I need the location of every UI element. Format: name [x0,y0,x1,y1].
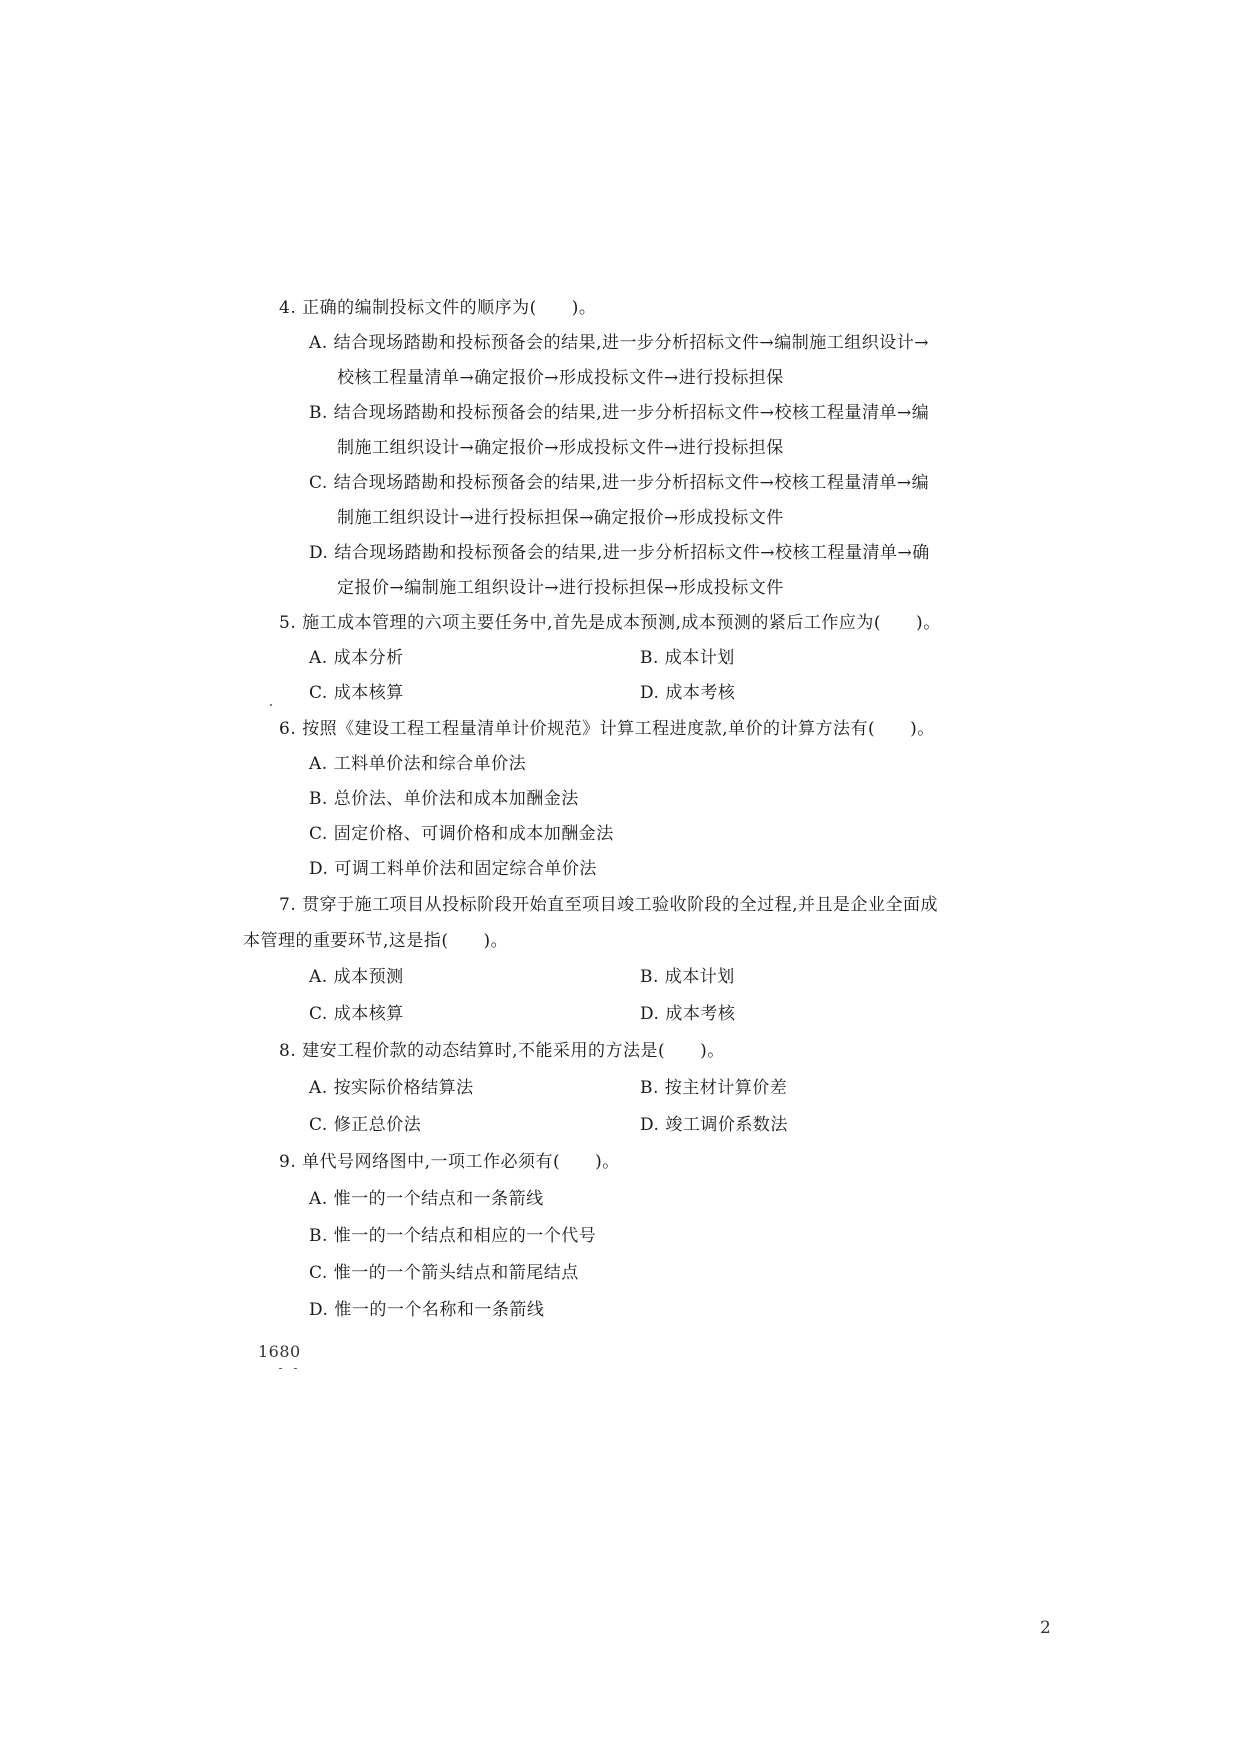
question-4-option-d-line1: D. 结合现场踏勘和投标预备会的结果,进一步分析招标文件→校核工程量清单→确 [309,543,930,563]
question-4-option-d-line2: 定报价→编制施工组织设计→进行投标担保→形成投标文件 [337,578,784,598]
question-4-option-a-line1: A. 结合现场踏勘和投标预备会的结果,进一步分析招标文件→编制施工组织设计→ [309,333,929,353]
question-8-option-a: A. 按实际价格结算法 [309,1078,474,1098]
question-4-option-b-line1: B. 结合现场踏勘和投标预备会的结果,进一步分析招标文件→校核工程量清单→编 [309,403,930,423]
question-9-option-c: C. 惟一的一个箭头结点和箭尾结点 [309,1263,579,1283]
question-4-option-c-line2: 制施工组织设计→进行投标担保→确定报价→形成投标文件 [337,508,784,528]
question-7-option-b: B. 成本计划 [640,967,735,987]
page-number: 2 [1040,1618,1051,1638]
question-4-stem: 4. 正确的编制投标文件的顺序为( )。 [279,298,597,318]
question-6-stem: 6. 按照《建设工程工程量清单计价规范》计算工程进度款,单价的计算方法有( )。 [279,719,935,739]
scan-speck [279,1368,282,1369]
question-7-stem-line2: 本管理的重要环节,这是指( )。 [243,931,509,951]
scan-speck [270,704,272,706]
scan-speck [294,1368,297,1369]
footer-code: 1680 [258,1342,301,1361]
question-9-stem: 9. 单代号网络图中,一项工作必须有( )。 [279,1152,620,1172]
question-7-option-a: A. 成本预测 [309,967,404,987]
question-4-option-b-line2: 制施工组织设计→确定报价→形成投标文件→进行投标担保 [337,438,784,458]
question-9-option-d: D. 惟一的一个名称和一条箭线 [309,1300,545,1320]
question-8-stem: 8. 建安工程价款的动态结算时,不能采用的方法是( )。 [279,1041,725,1061]
question-9-option-a: A. 惟一的一个结点和一条箭线 [309,1189,544,1209]
question-5-option-a: A. 成本分析 [309,648,404,668]
question-6-option-b: B. 总价法、单价法和成本加酬金法 [309,789,579,809]
question-7-option-d: D. 成本考核 [640,1004,736,1024]
question-4-option-c-line1: C. 结合现场踏勘和投标预备会的结果,进一步分析招标文件→校核工程量清单→编 [309,473,930,493]
question-9-option-b: B. 惟一的一个结点和相应的一个代号 [309,1226,597,1246]
question-5-option-d: D. 成本考核 [640,683,736,703]
question-8-option-b: B. 按主材计算价差 [640,1078,788,1098]
question-8-option-c: C. 修正总价法 [309,1115,422,1135]
question-7-stem-line1: 7. 贯穿于施工项目从投标阶段开始直至项目竣工验收阶段的全过程,并且是企业全面成 [279,895,939,915]
question-8-option-d: D. 竣工调价系数法 [640,1115,788,1135]
question-4-option-a-line2: 校核工程量清单→确定报价→形成投标文件→进行投标担保 [337,368,784,388]
question-7-option-c: C. 成本核算 [309,1004,404,1024]
question-5-option-c: C. 成本核算 [309,683,404,703]
question-5-option-b: B. 成本计划 [640,648,735,668]
question-6-option-d: D. 可调工料单价法和固定综合单价法 [309,859,597,879]
question-5-stem: 5. 施工成本管理的六项主要任务中,首先是成本预测,成本预测的紧后工作应为( )。 [279,613,941,633]
question-6-option-a: A. 工料单价法和综合单价法 [309,754,527,774]
question-6-option-c: C. 固定价格、可调价格和成本加酬金法 [309,824,614,844]
